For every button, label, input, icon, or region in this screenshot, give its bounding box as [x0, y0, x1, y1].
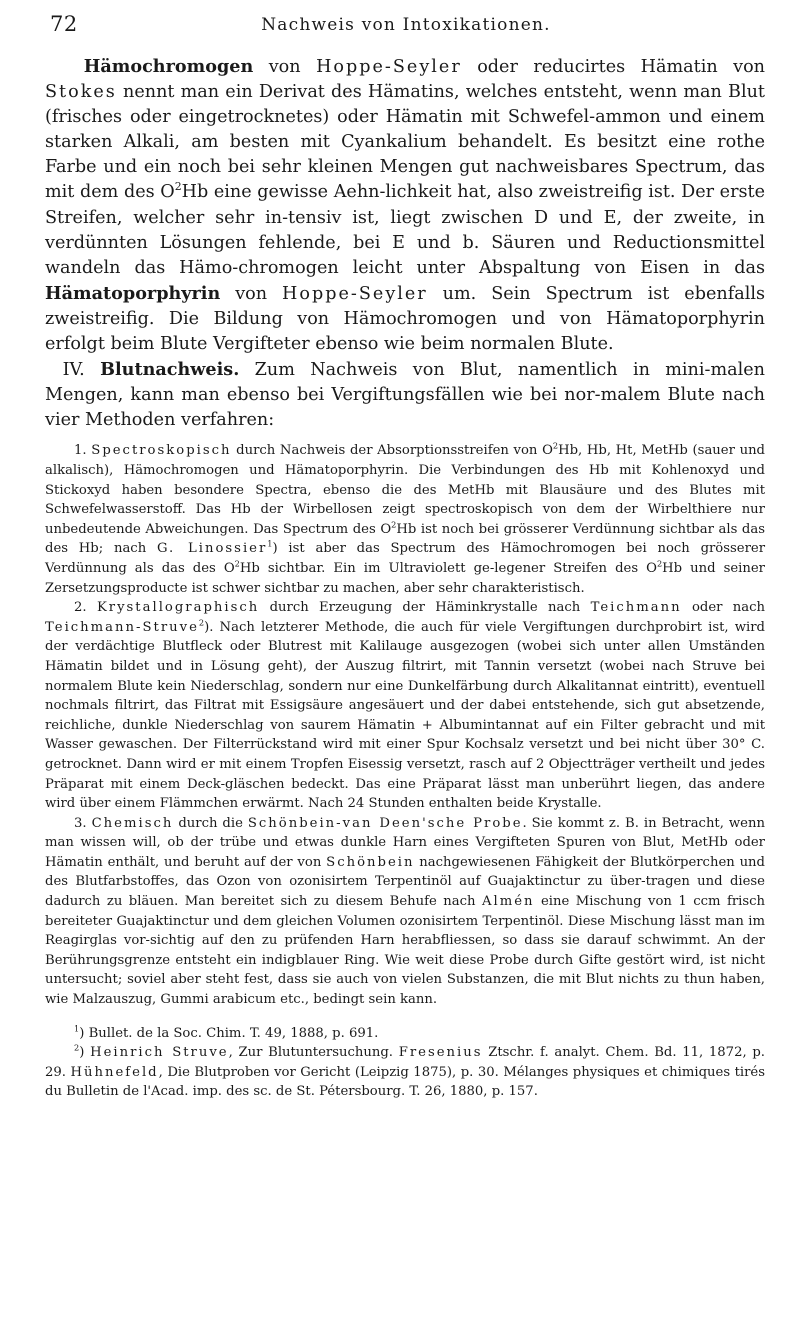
- footnote-mark: 1: [74, 1023, 80, 1034]
- footnote-mark: 2: [74, 1042, 80, 1053]
- author-name: Stokes: [45, 82, 117, 103]
- footnote-text: ) Bullet. de la Soc. Chim. T. 49, 1888, p. 691.: [79, 1025, 379, 1041]
- superscript: 2: [234, 558, 240, 569]
- text-run: , Zur Blutuntersuchung.: [228, 1045, 399, 1061]
- footnotes: [45, 1024, 765, 1102]
- author-name: Heinrich Struve: [90, 1045, 229, 1061]
- text-run: ). Nach letzterer Methode, die auch für viele Vergiftungen durchprobirt ist, wird der verdächtige Blutfleck oder Blutrest mit Kalilauge ausgezogen (wobei sich unter allen Umständen Hämatin bildet und in Lösung geht), der Auszug filtrirt, mit Tannin versetzt (wobei nach Struve bei normalem Blute kein Niederschlag, sondern nur eine Dunkelfärbung durch Alkalitannat eintritt), eventuell nochmals filtrirt, das Filtrat mit Essigsäure angesäuert und der dabei entstehende, sich gut absetzende, reichliche, dunkle Niederschlag von saurem Hämatin + Albumintannat auf ein Filter gebracht und mit Wasser gewaschen. Der Filterrückstand wird mit einer Spur Kochsalz versetzt und bei nicht über 30° C. getrocknet. Dann wird er mit einem Tropfen Eisessig versetzt, rasch auf 2 Objectträger vertheilt und jedes Präparat mit einem Deck-gläschen bedeckt. Das eine Präparat lässt man unberührt liegen, das andere wird über einem Flämmchen erwärmt. Nach 24 Stunden enthalten beide Krystalle.: [45, 619, 765, 812]
- text-run: um. Sein Spectrum ist ebenfalls zweistreifig. Die Bildung von Hämochromogen und von Hämatoporphyrin erfolgt beim Blute Vergifteter ebenso wie beim normalen Blute.: [45, 283, 765, 355]
- page-body: [45, 54, 765, 1102]
- footnote-2: [45, 1043, 765, 1102]
- footnote-ref: 2: [198, 617, 205, 628]
- text-run: ) ist aber das Spectrum des Hämochromogen bei noch grösserer Verdünnung als das des O: [45, 541, 766, 576]
- text-run: nennt man ein Derivat des Hämatins, welches entsteht, wenn man Blut (frisches oder eingetrocknetes) oder Hämatin mit Schwefel-ammon und einem starken Alkali, am besten mit Cyankalium behandelt. Es besitzt eine rothe Farbe und ein noch bei sehr kleinen Mengen gut nachweisbares Spectrum, das mit dem des O: [45, 82, 765, 203]
- footnote-ref: 1: [267, 538, 273, 549]
- term-haematoporphyrin: Hämatoporphyrin: [45, 282, 221, 304]
- test-name: Schönbein-van Deen'sche Probe: [247, 815, 523, 831]
- author-name: G. Linossier: [156, 541, 268, 557]
- method-chemical: [45, 814, 765, 1010]
- text-run: durch Nachweis der Absorptionsstreifen von O: [231, 443, 553, 459]
- text-run: Hb, Hb, Ht, MetHb (sauer und alkalisch), Hämochromogen und Hämatoporphyrin. Die Verbindungen des Hb mit Kohlenoxyd und Stickoxyd haben besondere Spectra, ebenso die des MetHb mit Blausäure und des Blutes mit Schwefelwasserstoff. Das Hb der Wirbellosen zeigt spectroskopisch von dem der Wirbelthiere nur unbedeutende Abweichungen. Das Spectrum des O: [45, 443, 765, 537]
- page-number: 72: [50, 12, 78, 36]
- author-name: Hoppe-Seyler: [282, 283, 428, 304]
- text-run: durch die: [173, 815, 248, 831]
- text-run: Zum Nachweis von Blut, namentlich in mini-malen Mengen, kann man ebenso bei Vergiftungsfällen wie bei nor-malem Blute nach vier Methoden verfahren:: [45, 360, 766, 431]
- method-name: Chemisch: [91, 815, 174, 831]
- superscript: 2: [174, 180, 182, 194]
- text-run: oder reducirtes Hämatin von: [461, 57, 765, 77]
- superscript: 2: [656, 558, 663, 569]
- section-heading: Blutnachweis.: [100, 359, 240, 381]
- method-spectroscopic: [45, 441, 765, 598]
- author-name: Almén: [482, 894, 535, 910]
- text-run: eine Mischung von 1 ccm frisch bereiteter Guajaktinctur und dem gleichen Volumen ozonisirtem Terpentinöl. Diese Mischung lässt man im Reagirglas vor-sichtig auf den zu prüfenden Harn herabfliessen, so dass sie darauf schwimmt. An der Berührungsgrenze entsteht ein indigblauer Ring. Wie weit diese Probe durch Gifte gestört wird, ist nicht untersucht; soviel aber steht fest, dass sie auch von vielen Substanzen, die mit Blut nichts zu thun haben, wie Malzauszug, Gummi arabicum etc., bedingt sein kann.: [45, 894, 765, 1008]
- text-run: durch Erzeugung der Häminkrystalle nach: [259, 600, 591, 616]
- text-run: . Sie kommt z. B. in Betracht, wenn man wissen will, ob der trübe und etwas dunkle Harn eines Vergifteten Spuren von Blut, MetHb oder Hämatin enthält, und beruht auf der von: [45, 815, 765, 870]
- methods-list: [45, 441, 765, 1009]
- text-run: Hb eine gewisse Aehn-lichkeit hat, also zweistreifig ist. Der erste Streifen, welcher sehr in-tensiv ist, liegt zwischen D und E, der zweite, in verdünnten Lösungen fehlende, bei E und b. Säuren und Reductionsmittel wandeln das Hämo-chromogen leicht unter Abspaltung von Eisen in das: [45, 182, 765, 278]
- term-haemochromogen: Hämochromogen: [83, 56, 254, 77]
- text-run: von: [220, 283, 283, 304]
- paragraph-haemochromogen: [45, 54, 765, 357]
- running-title: Nachweis von Intoxikationen.: [261, 15, 551, 35]
- page-header: [50, 12, 762, 40]
- author-name: Teichmann-Struve: [45, 619, 199, 635]
- superscript: 2: [552, 441, 559, 452]
- method-name: Spectroskopisch: [91, 443, 232, 459]
- text-run: Hb ist noch bei grösserer Verdünnung sichtbar als das des Hb; nach: [45, 521, 765, 557]
- author-name: Hühnefeld: [70, 1064, 159, 1080]
- text-run: Hb und seiner Zersetzungsproducte ist schwer sichtbar zu machen, aber sehr charakteristisch.: [45, 560, 765, 596]
- section-number: IV.: [62, 360, 101, 381]
- main-text: [45, 54, 765, 433]
- list-number: 3.: [74, 815, 92, 831]
- text-run: , Die Blutproben vor Gericht (Leipzig 1875), p. 30. Mélanges physiques et chimiques tirés du Bulletin de l'Acad. imp. des sc. de St. Pétersbourg. T. 26, 1880, p. 157.: [45, 1064, 765, 1100]
- text-run: ): [79, 1045, 91, 1061]
- text-run: von: [253, 57, 317, 77]
- method-name: Krystallographisch: [96, 600, 260, 616]
- author-name: Hoppe-Seyler: [316, 57, 462, 77]
- text-run: oder nach: [681, 600, 765, 616]
- author-name: Schönbein: [326, 854, 415, 870]
- list-number: 2.: [74, 600, 97, 616]
- paragraph-blutnachweis: [45, 357, 765, 433]
- text-run: Hb sichtbar. Ein im Ultraviolett ge-legener Streifen des O: [239, 560, 657, 576]
- method-crystallographic: [45, 598, 765, 814]
- superscript: 2: [391, 519, 397, 530]
- text-run: Ztschr. f. analyt. Chem. Bd. 11, 1872, p. 29.: [45, 1045, 765, 1080]
- text-run: nachgewiesenen Fähigkeit der Blutkörperchen und des Blutfarbstoffes, das Ozon von ozonisirtem Terpentinöl auf Guajaktinctur zu über-tragen und diese dadurch zu bläuen. Man bereitet sich zu diesem Behufe nach: [45, 854, 765, 910]
- list-number: 1.: [74, 443, 92, 459]
- footnote-1: [45, 1024, 765, 1044]
- author-name: Fresenius: [398, 1045, 483, 1061]
- author-name: Teichmann: [590, 600, 682, 616]
